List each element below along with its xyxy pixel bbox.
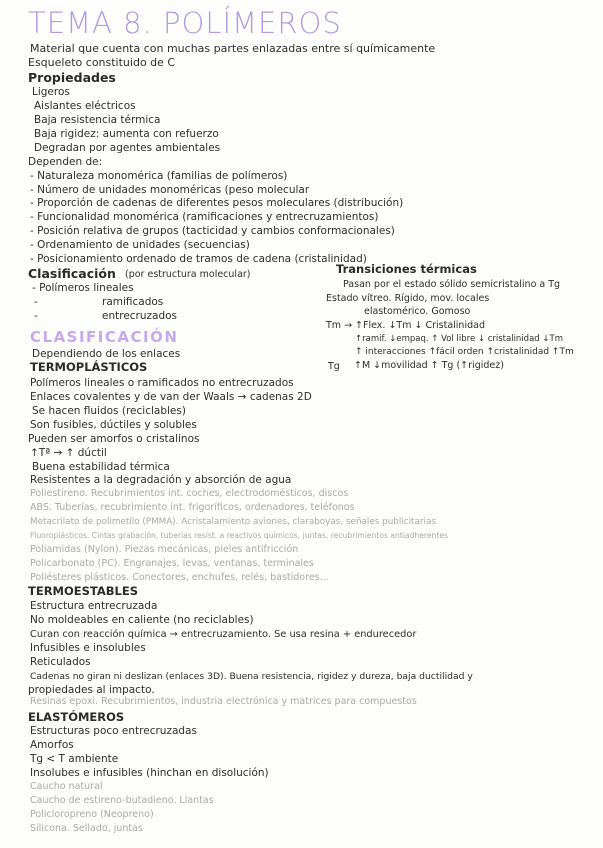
dependen-item: - Ordenamiento de unidades (secuencias) [30, 239, 250, 251]
transiciones-line: ↑ interacciones ↑fácil orden ↑cristalinidad ↑Tm [355, 347, 574, 357]
elastomeros-example: Silicona. Sellado, juntas [30, 823, 143, 834]
termoplasticos-line: Son fusibles, dúctiles y solubles [30, 419, 197, 431]
termoplasticos-example: Poliestireno. Recubrimientos int. coches, electrodomésticos, discos [30, 488, 349, 499]
termoplasticos-example: Policarbonato (PC). Engranajes, levas, ventanas, terminales [30, 558, 314, 569]
termoestables-example: Resinas epoxi. Recubrimientos, industria electrónica y matrices para compuestos [30, 696, 417, 707]
clasificacion-heading-2: CLASIFICACIÓN [30, 328, 179, 346]
intro-line-1: Material que cuenta con muchas partes enlazadas entre sí químicamente [30, 42, 436, 55]
elastomeros-line: Tg < T ambiente [30, 753, 119, 765]
dependen-item: - Posicionamiento ordenado de tramos de cadena (cristalinidad) [30, 253, 367, 265]
clasificacion-sub: Dependiendo de los enlaces [32, 348, 181, 360]
clasificacion-item: - Polímeros lineales [32, 282, 134, 294]
termoestables-line: Reticulados [30, 656, 91, 668]
elastomeros-line: Insolubes e infusibles (hinchan en disolución) [30, 767, 269, 779]
termoplasticos-line: Enlaces covalentes y de van der Waals → cadenas 2D [30, 391, 312, 403]
elastomeros-line: Estructuras poco entrecruzadas [30, 725, 197, 737]
termoplasticos-example: Metacrilato de polimetilo (PMMA). Acristalamiento aviones, claraboyas, señales publicitarias [30, 517, 436, 527]
clasificacion-item: ramificados [102, 296, 164, 308]
dependen-item: - Proporción de cadenas de diferentes pesos moleculares (distribución) [30, 197, 404, 209]
intro-line-2: Esqueleto constituido de C [28, 56, 176, 69]
elastomeros-example: Caucho de estireno-butadieno. Llantas [30, 795, 214, 806]
clasificacion-item: entrecruzados [102, 310, 178, 322]
elastomeros-heading: ELASTÓMEROS [28, 710, 125, 724]
termoplasticos-line: Resistentes a la degradación y absorción de agua [30, 474, 292, 486]
elastomeros-example: Caucho natural [30, 781, 103, 792]
termoestables-line: propiedades al impacto. [28, 684, 155, 696]
transiciones-line: ↑M ↓movilidad ↑ Tg (↑rigidez) [354, 360, 504, 371]
termoestables-line: No moldeables en caliente (no reciclables) [30, 614, 254, 626]
transiciones-line: Tm → ↑Flex. ↓Tm ↓ Cristalinidad [326, 320, 485, 331]
termoplasticos-example: Poliamidas (Nylon). Piezas mecánicas, pieles antifricción [30, 544, 299, 555]
clasificacion-dash: - [34, 296, 38, 308]
termoplasticos-line: Buena estabilidad térmica [32, 461, 170, 473]
clasificacion-heading: Clasificación [28, 266, 116, 281]
transiciones-line: Estado vítreo. Rígido, mov. locales [326, 293, 490, 304]
dependen-item: - Funcionalidad monomérica (ramificaciones y entrecruzamientos) [30, 211, 379, 223]
propiedad-item: Degradan por agentes ambientales [34, 142, 221, 154]
page-title: TEMA 8. POLÍMEROS [28, 6, 342, 40]
clasificacion-dash: - [34, 310, 38, 322]
termoplasticos-line: Polímeros lineales o ramificados no entrecruzados [30, 377, 294, 389]
propiedades-heading: Propiedades [28, 70, 116, 85]
termoplasticos-example: Fluoroplásticos. Cintas grabación, tuberías resist. a reactivos químicos, juntas, recubrimientos antiadherentes [30, 531, 448, 540]
transiciones-line: Pasan por el estado sólido semicristalino a Tg [343, 279, 561, 290]
dependen-heading: Dependen de: [28, 156, 103, 168]
elastomeros-line: Amorfos [30, 739, 74, 751]
termoestables-line: Infusibles e insolubles [30, 642, 146, 654]
propiedad-item: Baja resistencia térmica [34, 114, 161, 126]
transiciones-line: Tg [328, 361, 340, 372]
termoestables-line: Estructura entrecruzada [30, 600, 158, 612]
transiciones-line: ↑ramif. ↓empaq. ↑ Vol libre ↓ cristalinidad ↓Tm [355, 334, 563, 344]
transiciones-line: elastomérico. Gomoso [364, 306, 471, 317]
dependen-item: - Número de unidades monoméricas (peso molecular [30, 184, 310, 196]
propiedad-item: Baja rigidez: aumenta con refuerzo [34, 128, 219, 140]
dependen-item: - Posición relativa de grupos (tacticidad y cambios conformacionales) [30, 225, 395, 237]
termoestables-line: Curan con reacción química → entrecruzamiento. Se usa resina + endurecedor [30, 629, 417, 640]
propiedad-item: Aislantes eléctricos [34, 100, 136, 112]
propiedad-item: Ligeros [32, 86, 70, 98]
transiciones-heading: Transiciones térmicas [336, 262, 477, 276]
termoplasticos-example: ABS. Tuberías, recubrimiento int. frigoríficos, ordenadores, teléfonos [30, 502, 355, 513]
termoestables-heading: TERMOESTABLES [28, 584, 138, 598]
elastomeros-example: Policloropreno (Neopreno) [30, 809, 154, 820]
termoplasticos-line: Se hacen fluidos (reciclables) [32, 405, 186, 417]
termoplasticos-example: Poliésteres plásticos. Conectores, enchufes, relés, bastidores... [30, 572, 329, 583]
dependen-item: - Naturaleza monomérica (familias de polímeros) [30, 170, 288, 182]
termoplasticos-heading: TERMOPLÁSTICOS [30, 360, 148, 374]
termoplasticos-line: ↑Tª → ↑ dúctil [30, 447, 107, 459]
termoplasticos-line: Pueden ser amorfos o cristalinos [28, 433, 200, 445]
clasificacion-subtitle: (por estructura molecular) [125, 269, 251, 280]
termoestables-line: Cadenas no giran ni deslizan (enlaces 3D). Buena resistencia, rigidez y dureza, baja ductilidad y [30, 671, 473, 682]
